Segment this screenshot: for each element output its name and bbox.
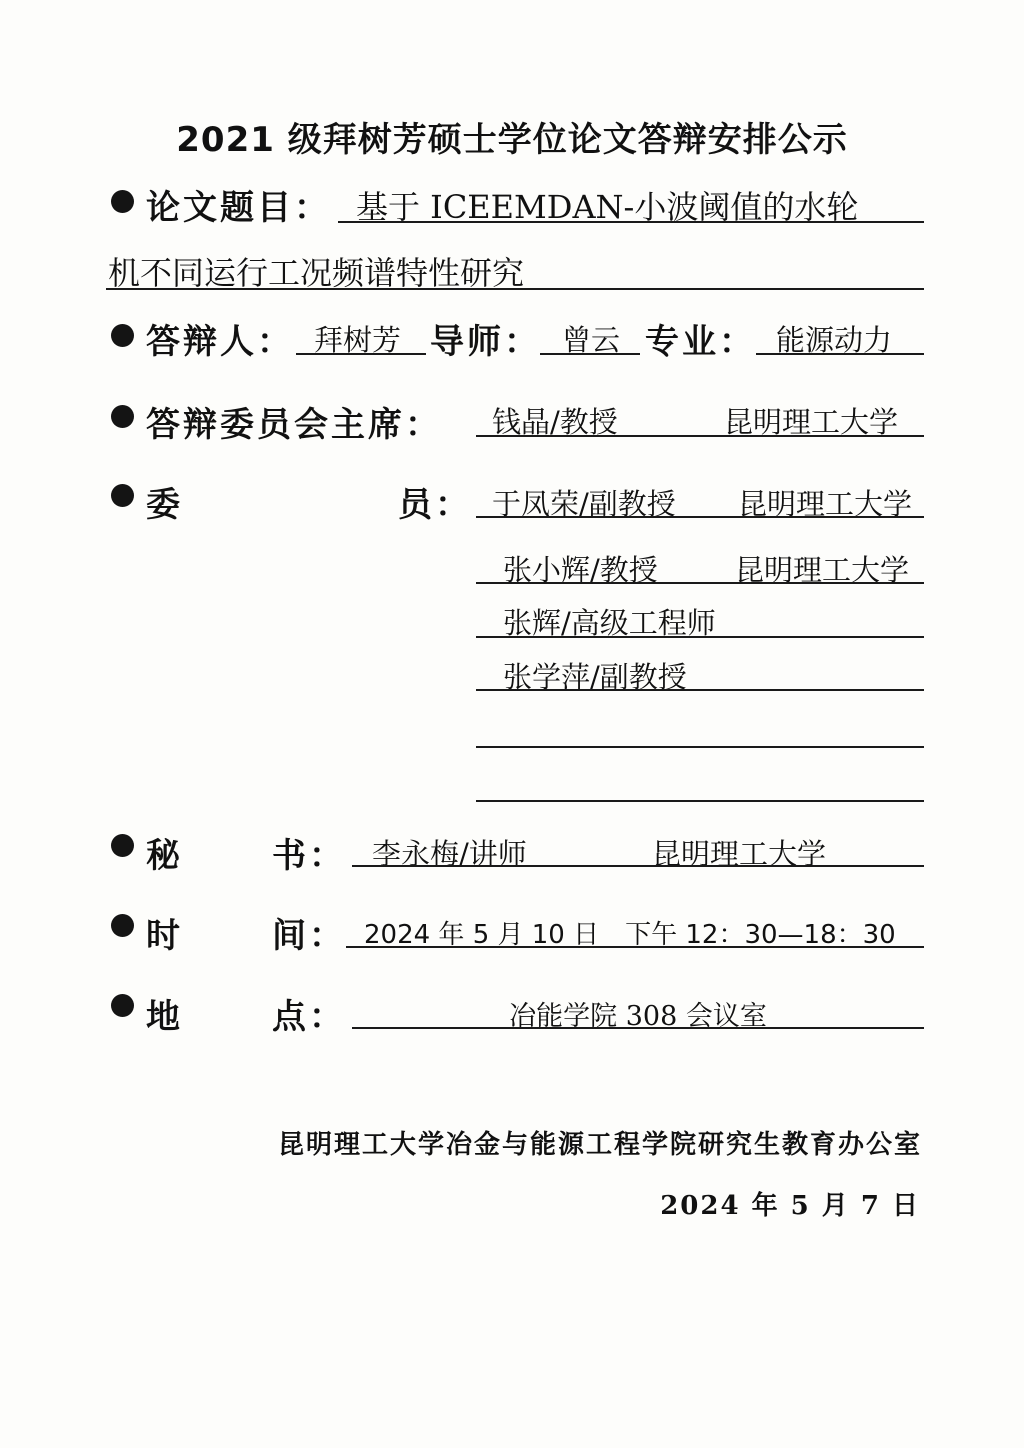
underline [346,946,924,948]
underline [756,353,924,355]
thesis-title-line2: 机不同运行工况频谱特性研究 [108,254,525,292]
member-name: 张小辉/教授 [503,553,658,587]
bullet-icon [111,190,134,213]
underline [476,636,924,638]
underline [476,435,924,437]
underline [352,865,924,867]
underline [540,353,640,355]
bullet-icon [111,484,134,507]
place-label-second: 点： [272,997,346,1037]
time-label-second: 间： [272,916,346,956]
member-unit: 昆明理工大学 [738,487,913,521]
underline [352,1027,924,1029]
member-name: 于凤荣/副教授 [492,487,676,521]
bullet-icon [111,834,134,857]
secretary-unit: 昆明理工大学 [652,837,827,871]
issue-date: 2024 年 5 月 7 日 [660,1191,920,1221]
bullet-icon [111,914,134,937]
time-value: 2024 年 5 月 10 日 下午 12：30—18：30 [364,920,896,950]
bullet-icon [111,994,134,1017]
underline [476,800,924,802]
place-label-first: 地 [146,997,183,1037]
thesis-label: 论文题目： [146,188,331,228]
secretary-label-second: 书： [272,836,346,876]
underline [476,516,924,518]
major-value: 能源动力 [776,323,893,357]
chair-name: 钱晶/教授 [492,405,618,439]
advisor-name: 曾云 [562,323,621,357]
chair-label: 答辩委员会主席： [146,405,442,445]
member-name: 张辉/高级工程师 [503,606,716,640]
issuing-office: 昆明理工大学冶金与能源工程学院研究生教育办公室 [277,1130,922,1160]
underline [476,689,924,691]
place-value: 冶能学院 308 会议室 [509,1001,767,1032]
defender-name: 拜树芳 [314,323,402,357]
underline [296,353,426,355]
bullet-icon [111,405,134,428]
time-label-first: 时 [146,916,183,956]
major-label: 专业： [645,322,756,362]
thesis-title-line1: 基于 ICEEMDAN-小波阈值的水轮 [356,188,859,226]
member-name: 张学萍/副教授 [503,660,687,694]
underline [476,582,924,584]
chair-unit: 昆明理工大学 [724,405,899,439]
members-label-second: 员： [398,485,472,525]
bullet-icon [111,324,134,347]
underline [476,746,924,748]
defender-label: 答辩人： [146,322,294,362]
members-label-first: 委 [146,485,183,525]
secretary-name: 李永梅/讲师 [372,837,527,871]
secretary-label-first: 秘 [146,836,183,876]
underline [106,288,924,290]
underline [338,221,924,223]
member-unit: 昆明理工大学 [735,553,910,587]
page-title: 2021 级拜树芳硕士学位论文答辩安排公示 [176,120,848,160]
advisor-label: 导师： [430,322,541,362]
